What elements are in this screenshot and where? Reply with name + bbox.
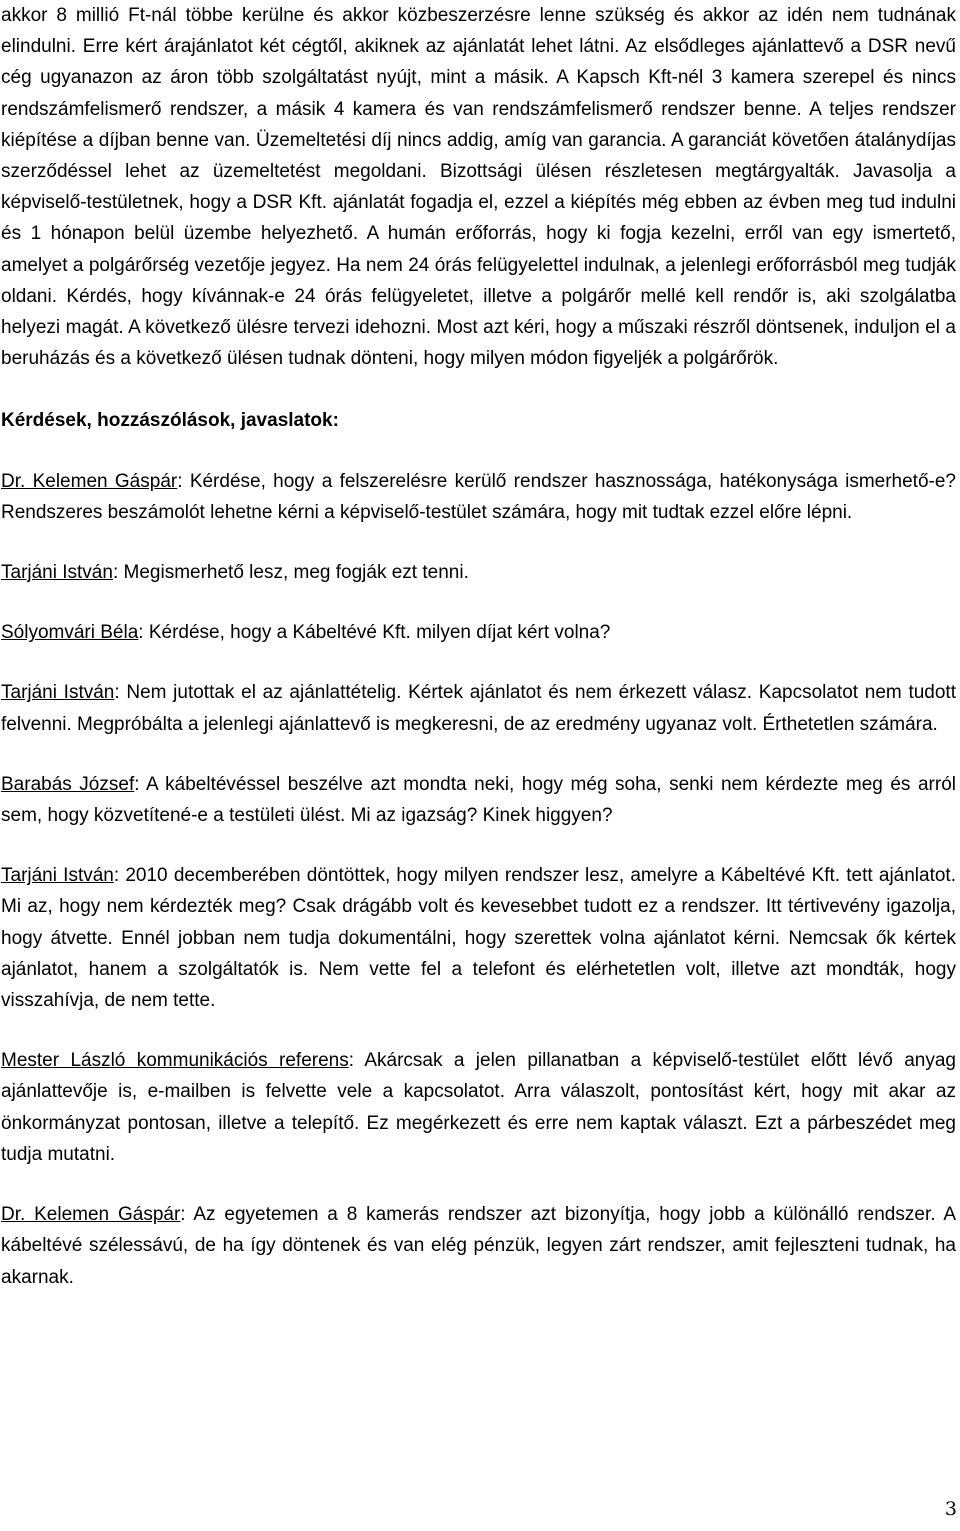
speaker-name: Tarjáni István	[1, 682, 115, 704]
statement-paragraph	[1, 557, 956, 588]
statement-paragraph	[1, 1199, 956, 1293]
page-number: 3	[944, 1498, 957, 1520]
statement-text: : Nem jutottak el az ajánlattételig. Kértek ajánlatot és nem érkezett válasz. Kapcsolatot nem tudott felvenni. Megpróbálta a jelenlegi ajánlattevő is megkeresni, de az eredmény ugyanaz volt. Érthetetlen számára.	[1, 682, 956, 735]
statement-text: : Akárcsak a jelen pillanatban a képviselő-testület előtt lévő anyag ajánlattevője is, e-mailben is felvette vele a kapcsolatot. Arra válaszolt, pontosítást kért, hogy mit akar az önkormányzat pontosan, illetve a telepítő. Ez megérkezett és erre nem kaptak választ. Ezt a párbeszédet meg tudja mutatni.	[1, 1050, 956, 1165]
heading-text: Kérdések, hozzászólások, javaslatok:	[1, 410, 339, 432]
section-heading	[1, 405, 956, 436]
paragraph-intro	[1, 0, 956, 374]
statement-paragraph	[1, 617, 956, 648]
statement-paragraph	[1, 1045, 956, 1170]
speaker-name: Barabás József	[1, 773, 135, 795]
statement-paragraph	[1, 769, 956, 831]
paragraph-text: akkor 8 millió Ft-nál többe kerülne és akkor közbeszerzésre lenne szükség és akkor az idén nem tudnának elindulni. Erre kért árajánlatot két cégtől, akiknek az ajánlatát lehet látni. Az elsődleges ajánlattevő a DSR nevű cég ugyanazon az áron több szolgáltatást nyújt, mint a másik. A Kapsch Kft-nél 3 kamera szerepel és nincs rendszámfelismerő rendszer, a másik 4 kamera és van rendszámfelismerő rendszer benne. A teljes rendszer kiépítése a díjban benne van. Üzemeltetési díj nincs addig, amíg van garancia. A garanciát követően átalánydíjas szerződéssel lehet az üzemeltetést megoldani. Bizottsági ülésen részletesen megtárgyalták. Javasolja a képviselő-testületnek, hogy a DSR Kft. ajánlatát fogadja el, ezzel a kiépítés még ebben az évben meg tud indulni és 1 hónapon belül üzembe helyezhető. A humán erőforrás, hogy ki fogja kezelni, erről van egy ismertető, amelyet a polgárőrség vezetője jegyez. Ha nem 24 órás felügyelettel indulnak, a jelenlegi erőforrásból meg tudják oldani. Kérdés, hogy kívánnak-e 24 órás felügyeletet, illetve a polgárőr mellé kell rendőr is, aki szolgálatba helyezi magát. A következő ülésre tervezi idehozni. Most azt kéri, hogy a műszaki részről döntsenek, induljon el a beruházás és a következő ülésen tudnak dönteni, hogy milyen módon figyeljék a polgárőrök.	[1, 5, 956, 370]
speaker-name: Dr. Kelemen Gáspár	[1, 1204, 181, 1226]
speaker-name: Dr. Kelemen Gáspár	[1, 470, 178, 492]
speaker-name: Tarjáni István	[1, 865, 114, 887]
statement-text: : Megismerhető lesz, meg fogják ezt tenni.	[112, 562, 469, 584]
document-body	[1, 0, 956, 1293]
statement-text: : Az egyetemen a 8 kamerás rendszer azt bizonyítja, hogy jobb a különálló rendszer. A kábeltévé szélessávú, de ha így döntenek és van elég pénzük, legyen zárt rendszer, amit fejleszteni tudnak, ha akarnak.	[1, 1204, 956, 1288]
statement-paragraph	[1, 466, 956, 528]
speaker-name: Sólyomvári Béla	[1, 622, 139, 644]
speaker-name: Mester László kommunikációs referens	[1, 1050, 349, 1072]
statement-text: : Kérdése, hogy a felszerelésre kerülő rendszer hasznossága, hatékonysága ismerhető-e? Rendszeres beszámolót lehetne kérni a képviselő-testület számára, hogy mit tudtak ezzel előre lépni.	[1, 470, 956, 523]
statement-text: : Kérdése, hogy a Kábeltévé Kft. milyen díjat kért volna?	[138, 622, 611, 644]
statement-text: : A kábeltévéssel beszélve azt mondta neki, hogy még soha, senki nem kérdezte meg és arról sem, hogy közvetítené-e a testületi ülést. Mi az igazság? Kinek higgyen?	[1, 773, 956, 827]
statement-paragraph	[1, 677, 956, 739]
speaker-name: Tarjáni István	[1, 562, 113, 584]
statement-paragraph	[1, 860, 956, 1016]
statement-text: : 2010 decemberében döntöttek, hogy milyen rendszer lesz, amelyre a Kábeltévé Kft. tett ajánlatot. Mi az, hogy nem kérdezték meg? Csak drágább volt és kevesebbet tudott ez a rendszer. Itt tértivevény igazolja, hogy átvette. Ennél jobban nem tudja dokumentálni, hogy szerettek volna ajánlatot kérni. Nemcsak ők kértek ajánlatot, hanem a szolgáltatók is. Nem vette fel a telefont és elérhetetlen volt, illetve azt mondták, hogy visszahívja, de nem tette.	[1, 865, 956, 1012]
